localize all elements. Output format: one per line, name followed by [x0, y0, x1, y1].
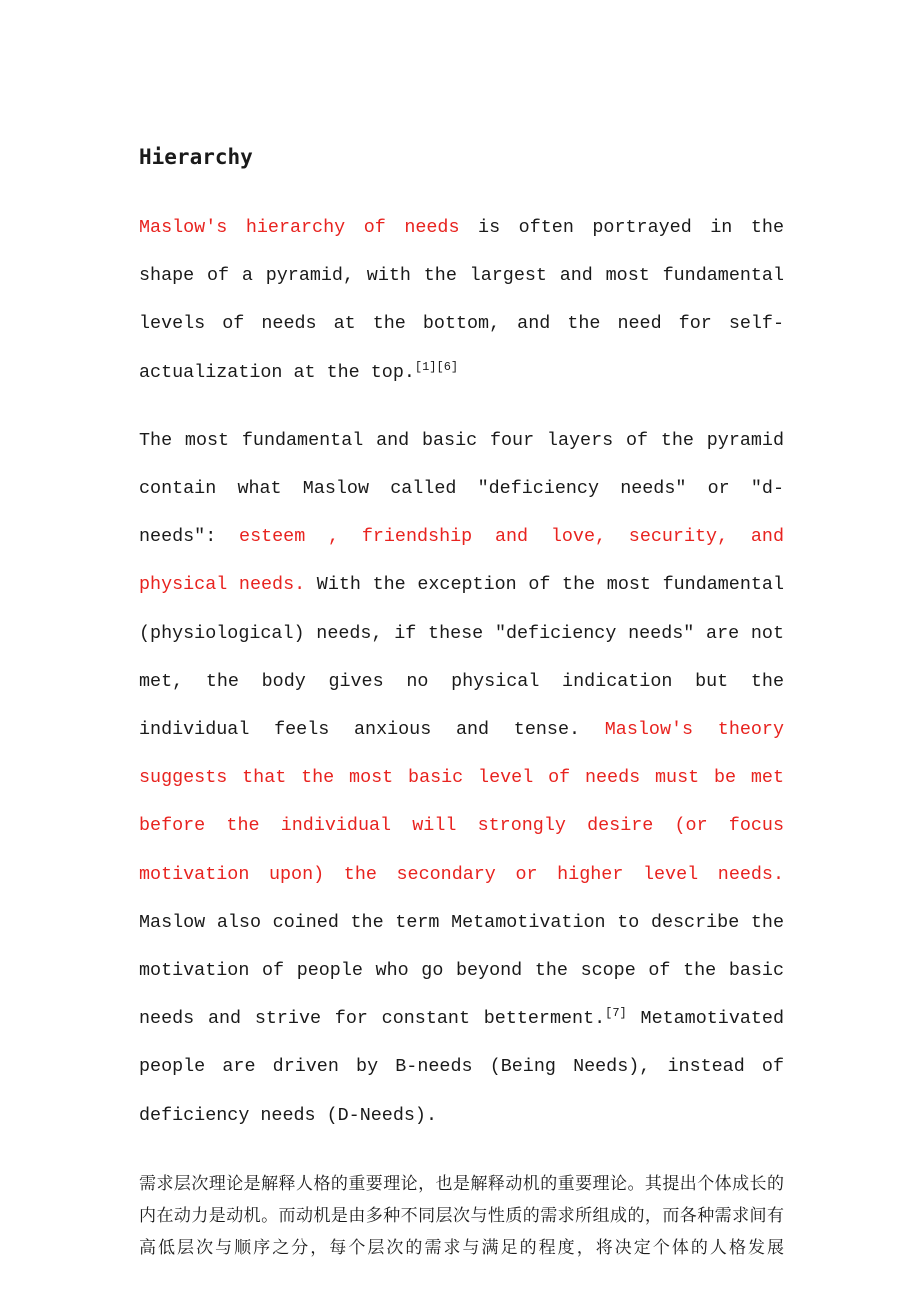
paragraph-pyramid: [139, 204, 784, 397]
document-body: [139, 138, 784, 1264]
paragraph-deficiency-needs: [139, 417, 784, 1140]
deficiency-exception-text: With the exception of the most fundamental (physiological) needs, if these "deficiency needs" are not met, the body gives no physical indication but the individual feels anxious and tense.: [139, 574, 784, 741]
citation-7[interactable]: [7]: [605, 1006, 627, 1021]
highlight-maslow-theory: Maslow's theory suggests that the most basic level of needs must be met before the individual will strongly desire (or focus motivation upon) the secondary or higher level needs.: [139, 719, 784, 885]
highlight-needs-list: esteem , friendship and love, security, and physical needs.: [139, 526, 784, 596]
metamotivation-text: Maslow also coined the term Metamotivation to describe the motivation of people who go beyond the scope of the basic needs and strive for constant betterment.: [139, 911, 784, 1030]
deficiency-intro-text: The most fundamental and basic four layers of the pyramid contain what Maslow called "deficiency needs" or "d-needs":: [139, 429, 784, 548]
b-needs-text: Metamotivated people are driven by B-needs (Being Needs), instead of deficiency needs (D-Needs).: [139, 1008, 785, 1126]
paragraph-pyramid-text: is often portrayed in the shape of a pyramid, with the largest and most fundamental levels of needs at the bottom, and the need for self-actualization at the top.: [139, 217, 784, 383]
section-heading: Hierarchy: [139, 145, 253, 169]
paragraph-chinese-summary: 需求层次理论是解释人格的重要理论，也是解释动机的重要理论。其提出个体成长的内在动力是动机。而动机是由多种不同层次与性质的需求所组成的，而各种需求间有高低层次与顺序之分，每个层次的需求与满足的程度，将决定个体的人格发展: [139, 1173, 784, 1258]
highlight-maslow-hierarchy: Maslow's hierarchy of needs: [139, 217, 460, 238]
citation-1-6[interactable]: [1][6]: [414, 359, 459, 374]
